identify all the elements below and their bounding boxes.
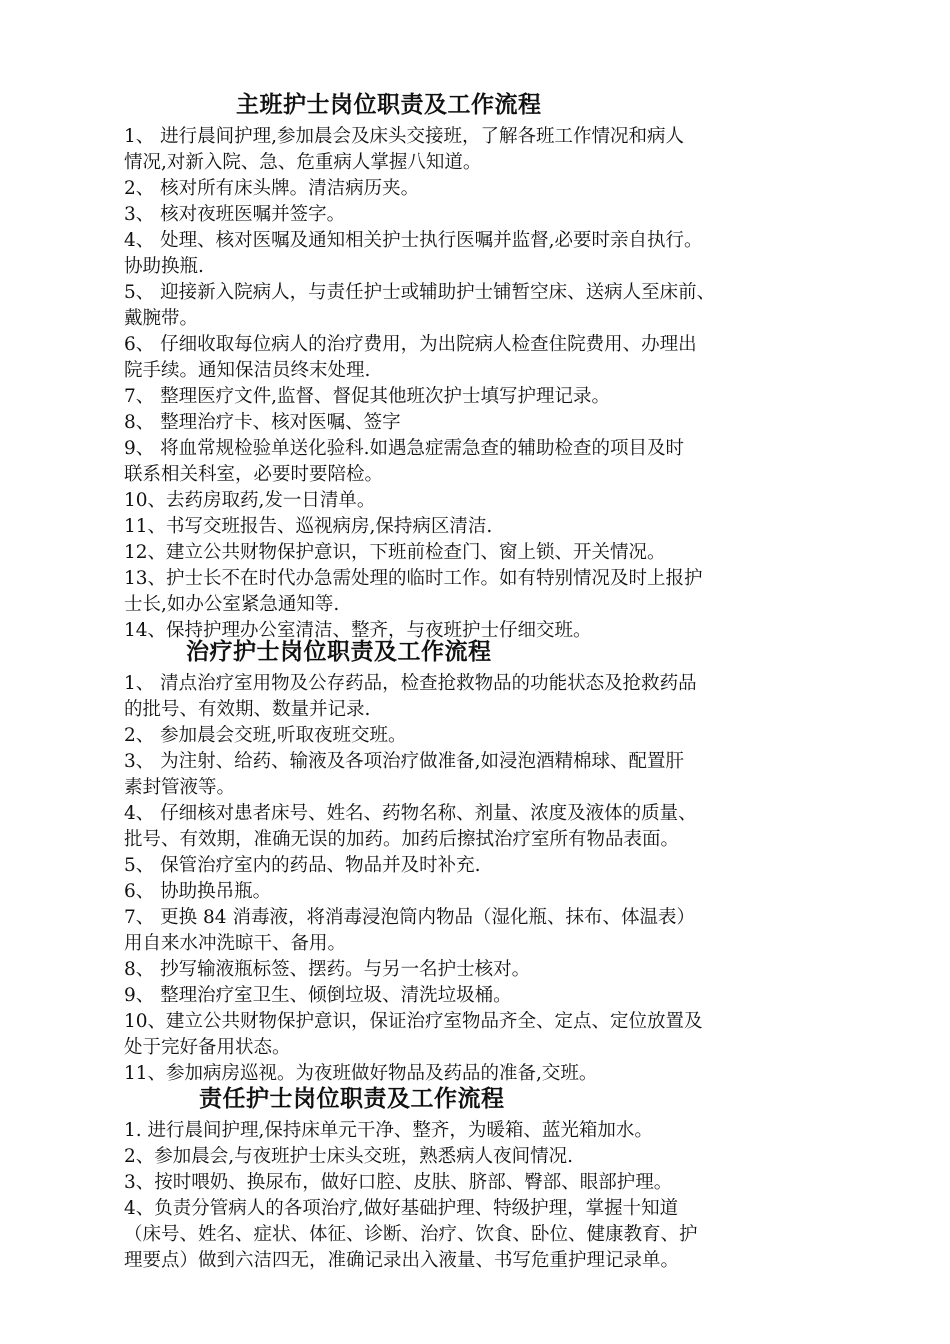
text-line: 素封管液等。 bbox=[124, 777, 236, 798]
text-line: 4、 仔细核对患者床号、姓名、药物名称、剂量、浓度及液体的质量、 bbox=[124, 803, 697, 824]
text-line: 10、建立公共财物保护意识，保证治疗室物品齐全、定点、定位放置及 bbox=[124, 1011, 703, 1032]
text-line: 9、 整理治疗室卫生、倾倒垃圾、清洗垃圾桶。 bbox=[124, 985, 512, 1006]
text-line: 3、按时喂奶、换尿布，做好口腔、皮肤、脐部、臀部、眼部护理。 bbox=[124, 1172, 673, 1193]
text-line: 13、护士长不在时代办急需处理的临时工作。如有特别情况及时上报护 bbox=[124, 568, 703, 589]
text-line: 3、 为注射、给药、输液及各项治疗做准备,如浸泡酒精棉球、配置肝 bbox=[124, 751, 685, 772]
text-line: 5、 保管治疗室内的药品、物品并及时补充. bbox=[124, 855, 481, 876]
text-line: 士长,如办公室紧急通知等. bbox=[124, 594, 340, 615]
text-line: 情况,对新入院、急、危重病人掌握八知道。 bbox=[124, 152, 482, 173]
section-title: 责任护士岗位职责及工作流程 bbox=[199, 1086, 505, 1112]
text-line: 5、 迎接新入院病人，与责任护士或辅助护士铺暂空床、送病人至床前、 bbox=[124, 282, 716, 303]
text-line: 用自来水冲洗晾干、备用。 bbox=[124, 933, 347, 954]
text-line: 2、参加晨会,与夜班护士床头交班，熟悉病人夜间情况. bbox=[124, 1146, 574, 1167]
text-line: 的批号、有效期、数量并记录. bbox=[124, 699, 371, 720]
text-line: 11、参加病房巡视。为夜班做好物品及药品的准备,交班。 bbox=[124, 1063, 598, 1084]
text-line: （床号、姓名、症状、体征、诊断、治疗、饮食、卧位、健康教育、护 bbox=[124, 1224, 698, 1245]
text-line: 7、 更换 84 消毒液，将消毒浸泡筒内物品（湿化瓶、抹布、体温表） bbox=[124, 907, 695, 928]
text-line: 7、 整理医疗文件,监督、督促其他班次护士填写护理记录。 bbox=[124, 386, 611, 407]
text-line: 联系相关科室，必要时要陪检。 bbox=[124, 464, 384, 485]
text-line: 理要点）做到六洁四无，准确记录出入液量、书写危重护理记录单。 bbox=[124, 1250, 680, 1271]
text-line: 8、 整理治疗卡、核对医嘱、签字 bbox=[124, 412, 401, 433]
text-line: 4、 处理、核对医嘱及通知相关护士执行医嘱并监督,必要时亲自执行。 bbox=[124, 230, 703, 251]
text-line: 6、 协助换吊瓶。 bbox=[124, 881, 272, 902]
text-line: 9、 将血常规检验单送化验科.如遇急症需急查的辅助检查的项目及时 bbox=[124, 438, 685, 459]
text-line: 处于完好备用状态。 bbox=[124, 1037, 291, 1058]
text-line: 8、 抄写输液瓶标签、摆药。与另一名护士核对。 bbox=[124, 959, 531, 980]
text-line: 4、负责分管病人的各项治疗,做好基础护理、特级护理，掌握十知道 bbox=[124, 1198, 679, 1219]
text-line: 院手续。通知保洁员终末处理. bbox=[124, 360, 371, 381]
text-line: 6、 仔细收取每位病人的治疗费用，为出院病人检查住院费用、办理出 bbox=[124, 334, 697, 355]
text-line: 1、 进行晨间护理,参加晨会及床头交接班，了解各班工作情况和病人 bbox=[124, 126, 685, 147]
text-line: 3、 核对夜班医嘱并签字。 bbox=[124, 204, 346, 225]
text-line: 2、 参加晨会交班,听取夜班交班。 bbox=[124, 725, 407, 746]
text-line: 11、书写交班报告、巡视病房,保持病区清洁. bbox=[124, 516, 493, 537]
section-title: 主班护士岗位职责及工作流程 bbox=[236, 92, 542, 118]
text-line: 14、保持护理办公室清洁、整齐，与夜班护士仔细交班。 bbox=[124, 620, 592, 641]
text-line: 10、去药房取药,发一日清单。 bbox=[124, 490, 376, 511]
text-line: 1、 清点治疗室用物及公存药品，检查抢救物品的功能状态及抢救药品 bbox=[124, 673, 697, 694]
text-line: 协助换瓶. bbox=[124, 256, 204, 277]
text-line: 12、建立公共财物保护意识，下班前检查门、窗上锁、开关情况。 bbox=[124, 542, 666, 563]
text-line: 1. 进行晨间护理,保持床单元干净、整齐，为暖箱、蓝光箱加水。 bbox=[124, 1120, 653, 1141]
text-line: 批号、有效期，准确无误的加药。加药后擦拭治疗室所有物品表面。 bbox=[124, 829, 680, 850]
text-line: 2、 核对所有床头牌。清洁病历夹。 bbox=[124, 178, 420, 199]
section-title: 治疗护士岗位职责及工作流程 bbox=[186, 639, 492, 665]
text-line: 戴腕带。 bbox=[124, 308, 199, 329]
